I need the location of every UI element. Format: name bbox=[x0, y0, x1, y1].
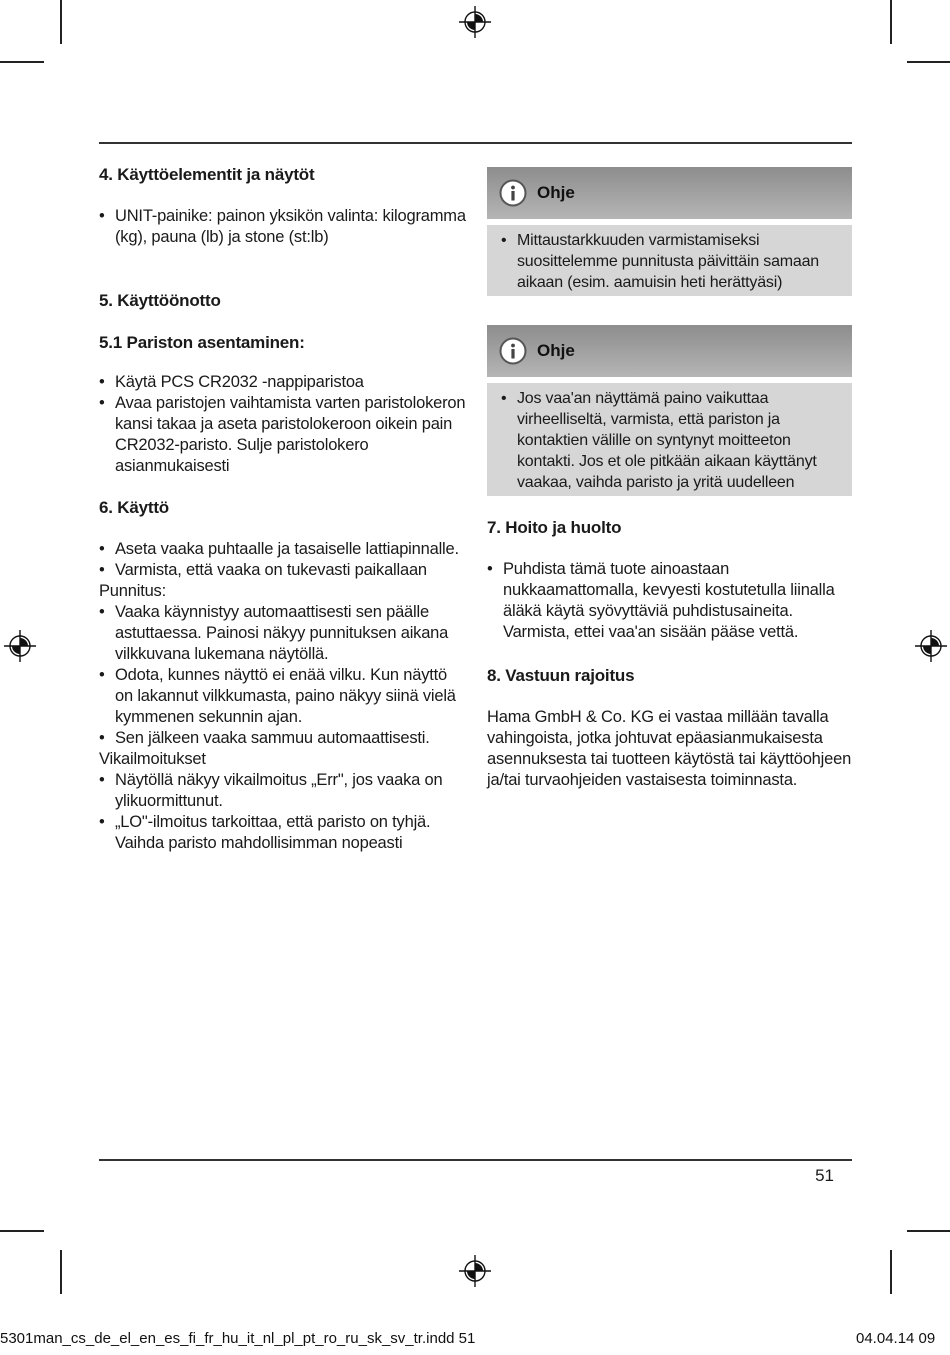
section-7-title: 7. Hoito ja huolto bbox=[487, 518, 622, 537]
list-item: • UNIT-painike: painon yksikön valinta: kilogramma (kg), pauna (lb) ja stone (st:lb) bbox=[99, 206, 469, 248]
note-text: • Jos vaa'an näyttämä paino vaikuttaa virheelliseltä, varmista, että pariston ja kontaktien välille on syntynyt moitteeton kontakti. Jos et ole pitkään aikaan käyttänyt vaakaa, vaihda paristo ja yritä uudelleen bbox=[501, 388, 840, 493]
list-item: • Sen jälkeen vaaka sammuu automaattisesti. bbox=[99, 728, 469, 749]
print-slug-filename: 5301man_cs_de_el_en_es_fi_fr_hu_it_nl_pl_pt_ro_ru_sk_sv_tr.indd 51 bbox=[0, 1330, 476, 1347]
liability-text: Hama GmbH & Co. KG ei vastaa millään tavalla vahingoista, jotka johtuvat epäasianmukaisesta asennuksesta tai tuotteen käytöstä tai käyttöohjeen ja/tai turvaohjeiden vastaisesta toiminnasta. bbox=[487, 708, 852, 789]
crop-mark bbox=[0, 1230, 44, 1232]
section-8-title: 8. Vastuun rajoitus bbox=[487, 666, 635, 685]
section-4-title: 4. Käyttöelementit ja näytöt bbox=[99, 165, 315, 184]
list-item: • „LO"-ilmoitus tarkoittaa, että paristo on tyhjä. Vaihda paristo mahdollisimman nopeasti bbox=[99, 812, 469, 854]
crop-mark bbox=[60, 0, 62, 44]
note-box bbox=[487, 167, 852, 296]
crop-mark bbox=[890, 1250, 892, 1294]
section-5-1-title: 5.1 Pariston asentaminen: bbox=[99, 333, 305, 352]
note-box bbox=[487, 325, 852, 496]
list-item: • Käytä PCS CR2032 -nappiparistoa bbox=[99, 372, 469, 393]
note-body bbox=[487, 225, 852, 296]
note-title: Ohje bbox=[537, 183, 575, 202]
crop-mark bbox=[907, 1230, 950, 1232]
subheading-error-messages: Vikailmoitukset bbox=[99, 750, 206, 768]
print-slug-date: 04.04.14 09 bbox=[856, 1330, 936, 1347]
crosshair-target-icon bbox=[459, 1255, 491, 1287]
header-rule bbox=[99, 142, 852, 144]
list-item: • Odota, kunnes näyttö ei enää vilku. Kun näyttö on lakannut vilkkumasta, paino näkyy siinä vielä kymmenen sekunnin ajan. bbox=[99, 665, 469, 728]
crosshair-target-icon bbox=[459, 6, 491, 38]
crop-mark bbox=[0, 61, 44, 63]
crop-mark bbox=[890, 0, 892, 44]
list-item: • Aseta vaaka puhtaalle ja tasaiselle lattiapinnalle. bbox=[99, 539, 469, 560]
list-item: • Avaa paristojen vaihtamista varten paristolokeron kansi takaa ja aseta paristolokeroon oikein pain CR2032-paristo. Sulje paristolokero asianmukaisesti bbox=[99, 393, 469, 477]
subheading-weighing: Punnitus: bbox=[99, 582, 166, 600]
section-5-title: 5. Käyttöönotto bbox=[99, 291, 221, 310]
list-item: • Näytöllä näkyy vikailmoitus „Err", jos vaaka on ylikuormittunut. bbox=[99, 770, 469, 812]
note-title: Ohje bbox=[537, 341, 575, 360]
note-header bbox=[487, 325, 852, 377]
right-column bbox=[487, 517, 852, 791]
info-icon bbox=[499, 179, 527, 207]
page-number: 51 bbox=[815, 1166, 834, 1185]
left-column bbox=[99, 164, 469, 854]
footer-rule bbox=[99, 1159, 852, 1161]
info-icon bbox=[499, 337, 527, 365]
note-header bbox=[487, 167, 852, 219]
note-text: • Mittaustarkkuuden varmistamiseksi suosittelemme punnitusta päivittäin samaan aikaan (esim. aamuisin heti herättyäsi) bbox=[501, 230, 840, 293]
list-item: • Puhdista tämä tuote ainoastaan nukkaamattomalla, kevyesti kostutetulla liinalla äläkä käytä syövyttäviä puhdistusaineita. Varmista, ettei vaa'an sisään pääse vettä. bbox=[487, 559, 852, 643]
section-6-title: 6. Käyttö bbox=[99, 498, 169, 517]
crosshair-target-icon bbox=[915, 630, 947, 662]
list-item: • Vaaka käynnistyy automaattisesti sen päälle astuttaessa. Painosi näkyy punnituksen aikana vilkkuvana lukemana näytöllä. bbox=[99, 602, 469, 665]
crosshair-target-icon bbox=[4, 630, 36, 662]
crop-mark bbox=[907, 61, 950, 63]
crop-mark bbox=[60, 1250, 62, 1294]
list-item: • Varmista, että vaaka on tukevasti paikallaan bbox=[99, 560, 469, 581]
note-body bbox=[487, 383, 852, 496]
